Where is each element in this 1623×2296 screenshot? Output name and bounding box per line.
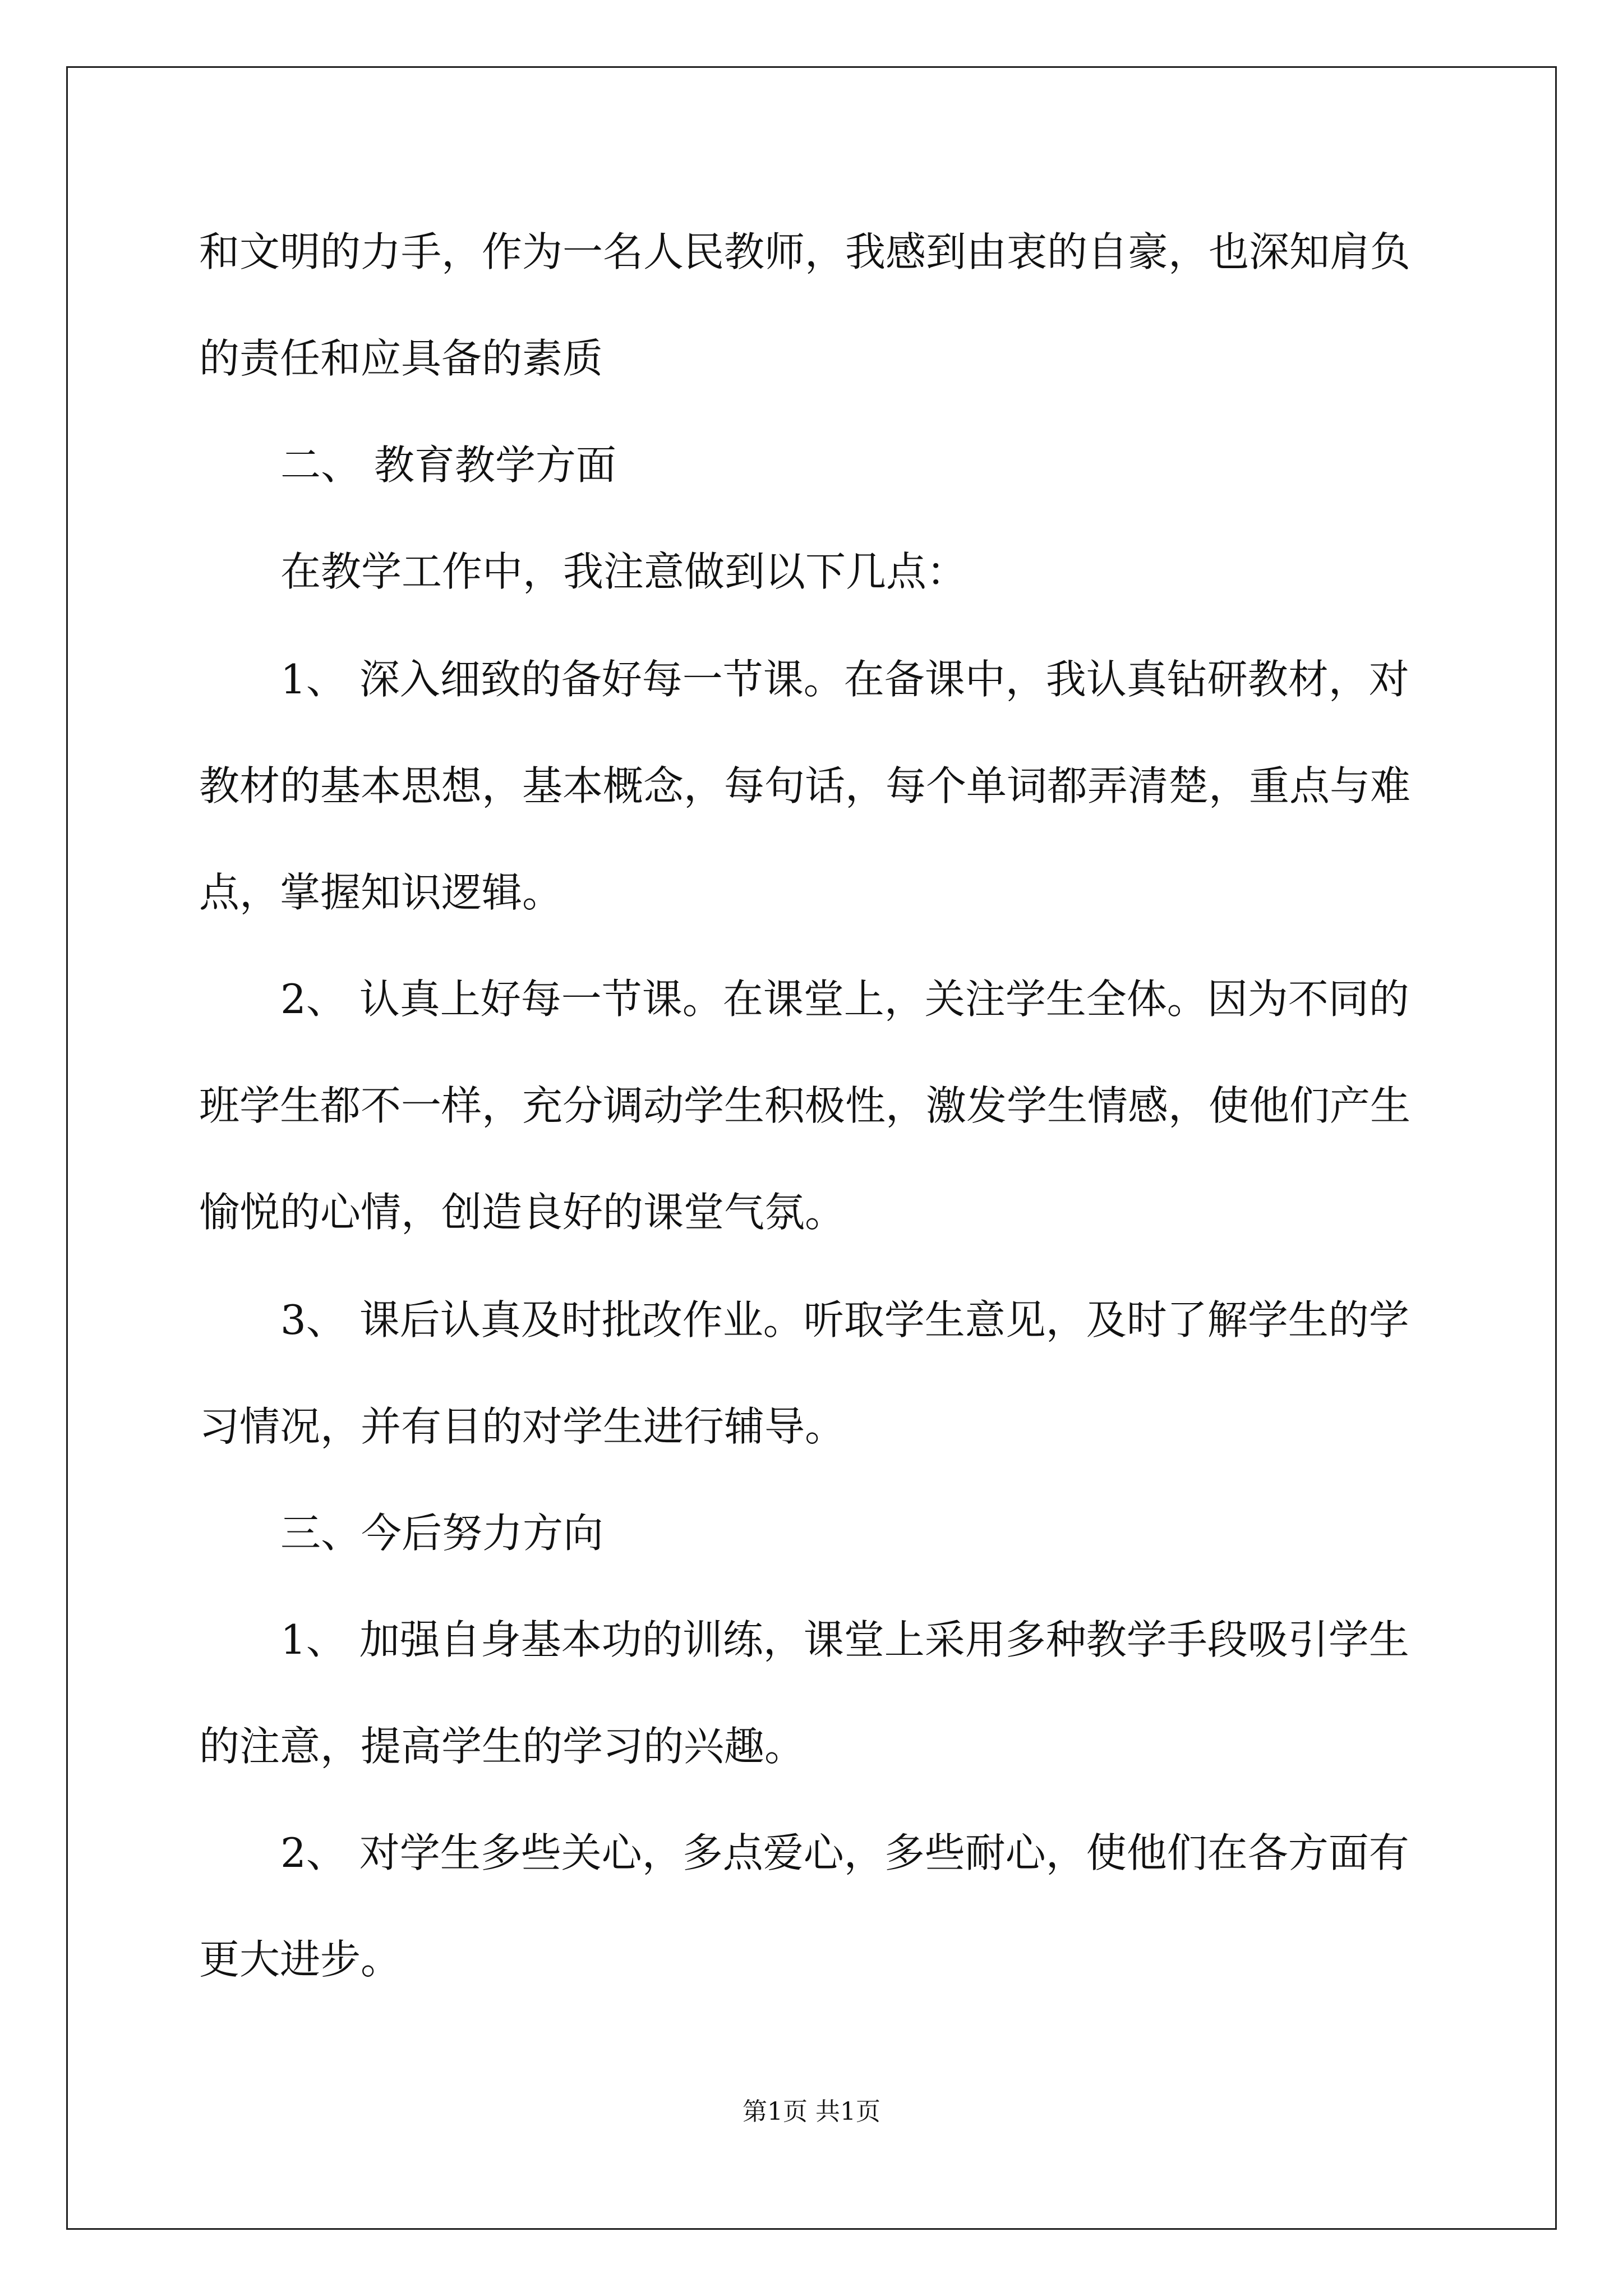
section-heading: [0, 1500, 1623, 1566]
text-line-content: 班学生都不一样，充分调动学生积极性，激发学生情感，使他们产生: [199, 1082, 1411, 1129]
text-line-content: 1、 加强自身基本功的训练，课堂上采用多种教学手段吸引学生: [280, 1616, 1409, 1663]
text-line: [0, 859, 1623, 926]
text-line: [0, 539, 1623, 605]
list-item-line: [0, 646, 1623, 712]
text-line-content: 的责任和应具备的素质: [199, 335, 603, 382]
text-line: [0, 1713, 1623, 1779]
list-item-line: [0, 1607, 1623, 1673]
section-heading: [0, 432, 1623, 498]
list-item-line: [0, 966, 1623, 1032]
text-line: [0, 1179, 1623, 1245]
text-line-content: 教材的基本思想，基本概念，每句话，每个单词都弄清楚，重点与难: [199, 762, 1411, 809]
text-line-content: 和文明的力手，作为一名人民教师，我感到由衷的自豪，也深知肩负: [199, 228, 1411, 275]
list-item-line: [0, 1820, 1623, 1886]
text-line-content: 2、 对学生多些关心，多点爱心，多些耐心，使他们在各方面有: [280, 1829, 1409, 1876]
text-line-content: 2、 认真上好每一节课。在课堂上，关注学生全体。因为不同的: [280, 976, 1409, 1023]
text-line: [0, 1073, 1623, 1139]
text-line-content: 3、 课后认真及时批改作业。听取学生意见，及时了解学生的学: [280, 1296, 1409, 1343]
text-line-content: 的注意，提高学生的学习的兴趣。: [199, 1723, 805, 1770]
text-line: [0, 219, 1623, 285]
text-line: [0, 753, 1623, 819]
text-line-content: 愉悦的心情，创造良好的课堂气氛。: [199, 1189, 846, 1236]
page-footer: 第1页 共1页: [743, 2097, 880, 2126]
text-line-content: 在教学工作中，我注意做到以下几点：: [280, 548, 967, 595]
text-line: [0, 1393, 1623, 1460]
text-line: [0, 325, 1623, 392]
text-line-content: 更大进步。: [199, 1936, 402, 1983]
text-line: [0, 1926, 1623, 1993]
text-line-content: 习情况，并有目的对学生进行辅导。: [199, 1403, 846, 1450]
list-item-line: [0, 1287, 1623, 1353]
text-line-content: 三、今后努力方向: [280, 1510, 604, 1557]
text-line-content: 二、 教育教学方面: [280, 441, 616, 489]
text-line-content: 1、 深入细致的备好每一节课。在备课中，我认真钻研教材，对: [280, 656, 1409, 703]
text-line-content: 点，掌握知识逻辑。: [199, 869, 563, 916]
